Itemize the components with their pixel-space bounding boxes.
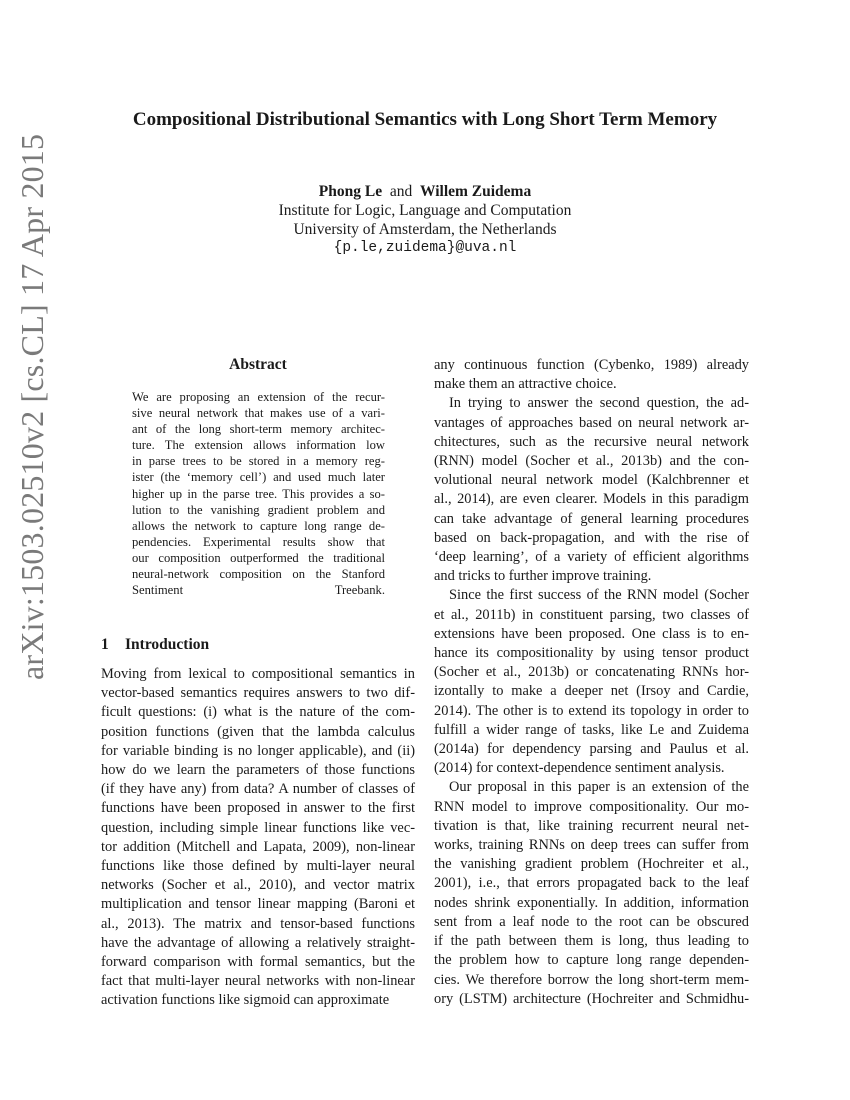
text-line: multiplication and tensor linear mapping (Baroni et: [101, 896, 415, 913]
text-line: works, training RNNs on deep trees can suffer from: [434, 837, 749, 854]
paper-title: Compositional Distributional Semantics with Long Short Term Memory: [132, 109, 718, 130]
text-line: any continuous function (Cybenko, 1989) already: [434, 357, 749, 373]
text-line: tivation is that, like training recurrent neural net-: [434, 817, 749, 834]
text-line: (2014a) for dependency parsing and Paulus et al.: [434, 741, 749, 758]
text-line: the vanishing gradient problem (Hochreiter et al.,: [434, 856, 749, 873]
author-names: [0, 182, 850, 201]
text-line: have the advantage of allowing a relatively straight-: [101, 934, 415, 951]
section-title: Introduction: [125, 636, 210, 653]
abstract-line: our composition outperformed the traditional: [132, 550, 385, 565]
abstract-line: sive neural network that makes use of a vari-: [132, 406, 385, 421]
text-line: extensions have been proposed. One class is to en-: [434, 625, 749, 642]
abstract-line: lution to the vanishing gradient problem and: [132, 502, 385, 517]
text-line: vector-based semantics requires answers to two dif-: [101, 685, 415, 702]
author-block: [0, 182, 850, 258]
text-line: ficult questions: (i) what is the nature of the com-: [101, 704, 415, 721]
text-line: Moving from lexical to compositional semantics in: [101, 666, 415, 682]
text-line: volutional neural network model (Kalchbrenner et: [434, 472, 749, 489]
text-line: Since the first success of the RNN model (Socher: [449, 587, 749, 604]
abstract-line: ister (the ‘memory cell’) and used much later: [132, 470, 385, 485]
author-2: Willem Zuidema: [419, 183, 532, 200]
abstract-line: pendencies. Experimental results show that: [132, 534, 385, 549]
section-heading: [101, 636, 209, 654]
text-line: (Socher et al., 2013b) or concatenating RNNs hor-: [434, 664, 749, 681]
text-line: ‘deep learning’, of a variety of efficient algorithms: [434, 549, 749, 566]
text-line: can take advantage of general learning procedures: [434, 510, 749, 527]
abstract-line: ture. The extension allows information low: [132, 438, 385, 453]
text-line: RNN model to improve compositionality. Our mo-: [434, 798, 749, 815]
author-email: {p.le,zuidema}@uva.nl: [333, 240, 517, 256]
text-line: tor addition (Mitchell and Lapata, 2009), non-linear: [101, 838, 415, 855]
text-line: based on back-propagation, and with the rise of: [434, 529, 749, 546]
left-column-text: [101, 665, 415, 1011]
text-line: fulfill a wider range of tasks, like Le and Zuidema: [434, 721, 749, 738]
text-line: In trying to answer the second question, the ad-: [449, 395, 749, 412]
abstract-line: in parse trees to be stored in a memory reg-: [132, 454, 385, 469]
text-line: activation functions like sigmoid can approximate: [101, 992, 390, 1009]
text-line: functions have been proposed in answer to the first: [101, 800, 415, 817]
abstract-line: allows the network to capture long range de-: [132, 518, 385, 533]
affiliation-line-2: University of Amsterdam, the Netherlands: [293, 221, 557, 238]
text-line: (RNN) model (Socher et al., 2013b) and the con-: [434, 453, 749, 470]
right-column-text: [434, 356, 749, 1009]
text-line: 2001), i.e., that errors propagated back to the leaf: [434, 875, 749, 892]
text-line: position functions (given that the lambda calculus: [101, 723, 415, 740]
text-line: 2014). The other is to extend its topology in order to: [434, 702, 749, 719]
text-line: et al., 2011b) in constituent parsing, two classes of: [434, 606, 749, 623]
abstract-line: neural-network composition on the Stanford: [132, 567, 385, 582]
abstract-body: [132, 389, 385, 598]
text-line: cies. We therefore borrow the long short-term mem-: [434, 971, 749, 988]
text-line: question, including simple linear functions like vec-: [101, 819, 415, 836]
text-line: sent from a leaf node to the root can be obscured: [434, 913, 749, 930]
text-line: chitectures, such as the recursive neural network: [434, 433, 749, 450]
abstract-heading: Abstract: [229, 356, 287, 373]
text-line: functions like those defined by multi-layer neural: [101, 858, 415, 875]
text-line: (if they have any) from data? A number of classes of: [101, 781, 415, 798]
abstract-line: We are proposing an extension of the recur-: [132, 390, 385, 404]
text-line: hance its compositionality by using tensor product: [434, 645, 749, 662]
text-line: al., 2013). The matrix and tensor-based functions: [101, 915, 415, 932]
text-line: and tricks to further improve training.: [434, 568, 652, 585]
text-line: forward comparison with formal semantics, but the: [101, 954, 415, 971]
text-line: fact that multi-layer neural networks with non-linear: [101, 973, 415, 990]
text-line: al., 2014), are even clearer. Models in this paradigm: [434, 491, 749, 508]
text-line: if the path between them is long, thus leading to: [434, 933, 749, 950]
text-line: (2014) for context-dependence sentiment analysis.: [434, 760, 725, 777]
text-line: nodes shrink exponentially. In addition, information: [434, 894, 749, 911]
text-line: the problem how to capture long range dependen-: [434, 952, 749, 969]
affiliation-line-1: Institute for Logic, Language and Computation: [278, 202, 572, 219]
section-number: 1: [101, 636, 109, 653]
author-separator: and: [389, 183, 413, 200]
author-1: Phong Le: [318, 183, 383, 200]
text-line: ory (LSTM) architecture (Hochreiter and Schmidhu-: [434, 990, 749, 1007]
text-line: for variable binding is no longer applicable), and (ii): [101, 742, 415, 759]
text-line: izontally to make a deeper net (Irsoy and Cardie,: [434, 683, 749, 700]
abstract-line: ant of the long short-term memory architec-: [132, 422, 385, 437]
abstract-line: higher up in the parse tree. This provides a so-: [132, 486, 385, 501]
text-line: make them an attractive choice.: [434, 376, 617, 393]
arxiv-stamp: arXiv:1503.02510v2 [cs.CL] 17 Apr 2015: [14, 133, 50, 680]
text-line: vantages of approaches based on neural network ar-: [434, 414, 749, 431]
text-line: Our proposal in this paper is an extension of the: [449, 779, 749, 796]
text-line: how do we learn the parameters of those functions: [101, 762, 415, 779]
text-line: networks (Socher et al., 2010), and vector matrix: [101, 877, 415, 894]
abstract-line: Sentiment Treebank.: [132, 583, 385, 598]
